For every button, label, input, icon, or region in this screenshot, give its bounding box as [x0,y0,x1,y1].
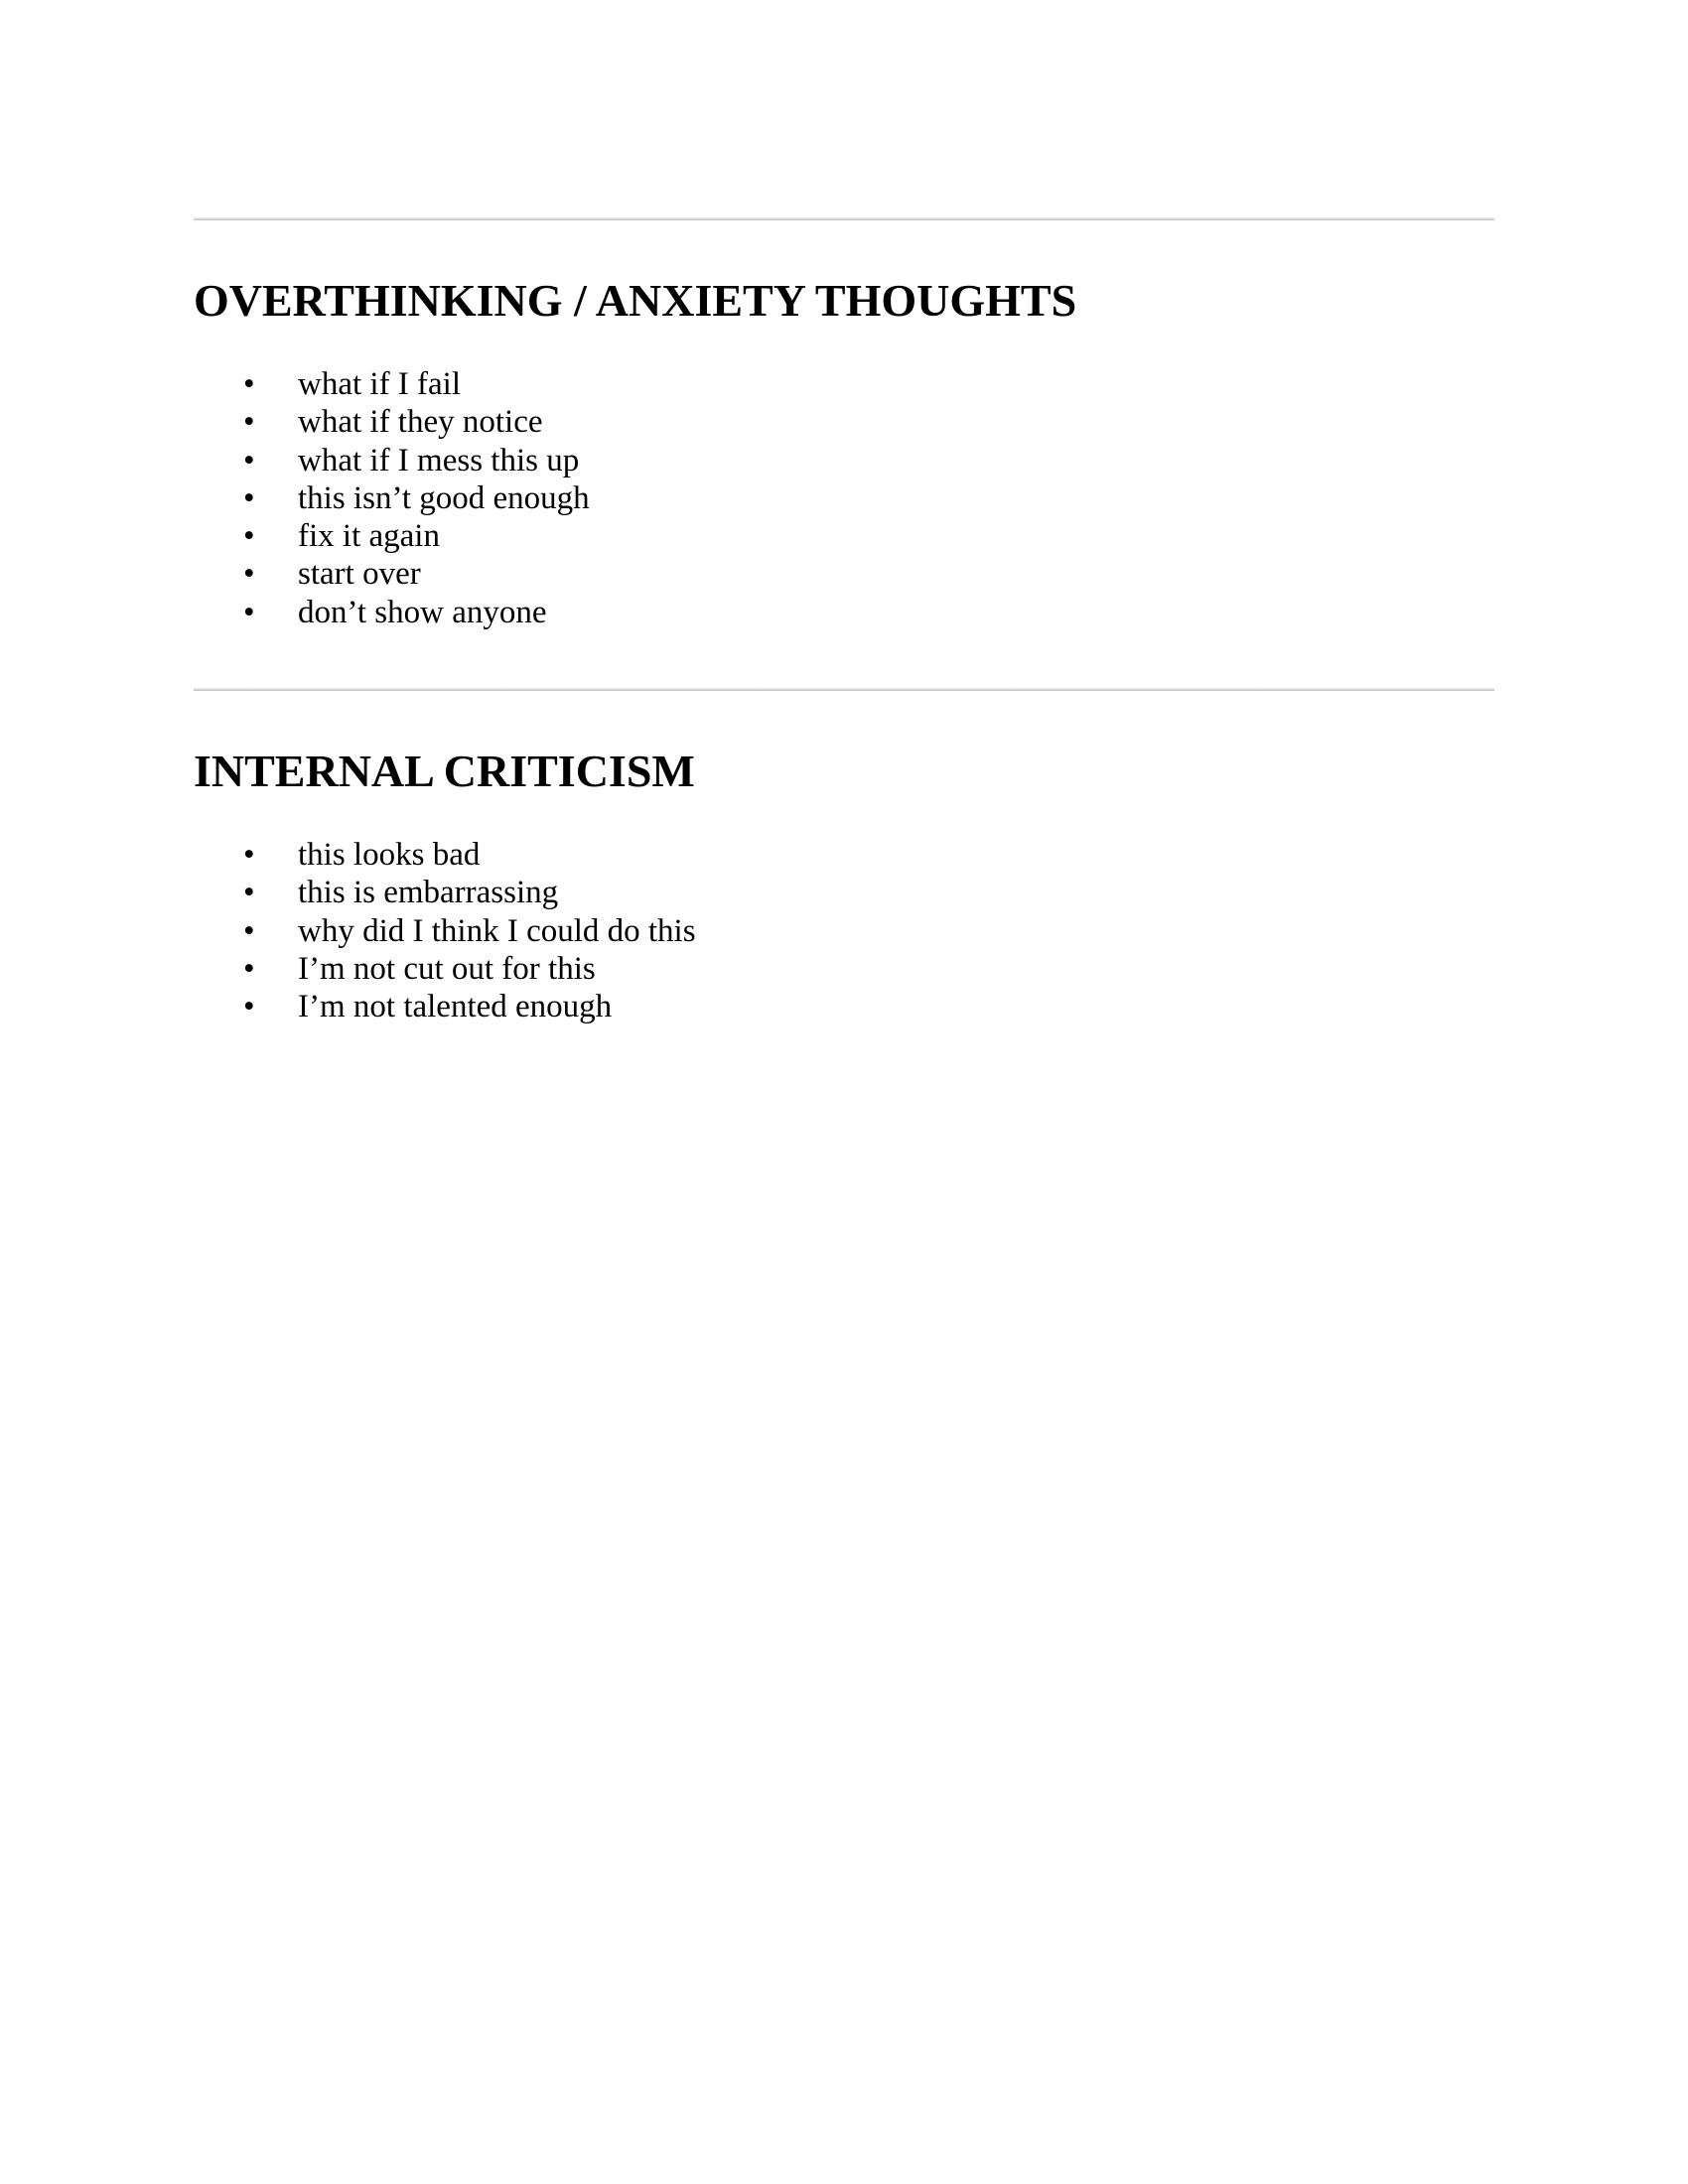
list-item-text: why did I think I could do this [298,912,696,949]
bullet-icon: • [243,594,255,630]
list-item [194,594,1494,631]
list-item-text: what if they notice [298,404,543,441]
list-item [194,365,1494,403]
bullet-icon: • [243,518,255,555]
list-item [194,555,1494,593]
list-item-text: this is embarrassing [298,875,559,911]
list-item [194,479,1494,517]
bullet-icon: • [243,366,255,402]
list-item-text: this looks bad [298,837,481,874]
list-item-text: this isn’t good enough [298,479,590,516]
list-item-text: start over [298,556,421,593]
list-item-text: I’m not talented enough [298,989,613,1025]
list-item [194,950,1494,988]
list-item-text: fix it again [298,518,440,555]
bullet-icon: • [243,404,255,441]
document-section [194,687,1494,1025]
list-item-text: what if I fail [298,366,462,402]
bullet-icon: • [243,837,255,874]
bullet-icon: • [243,442,255,478]
list-item-text: what if I mess this up [298,442,580,478]
bullet-icon: • [243,479,255,516]
section-list [194,836,1494,1025]
list-item [194,874,1494,911]
document-body [0,0,1688,1026]
list-item-text: I’m not cut out for this [298,950,596,987]
list-item [194,442,1494,479]
list-item [194,403,1494,441]
bullet-icon: • [243,556,255,593]
list-item [194,836,1494,874]
bullet-icon: • [243,875,255,911]
document-section [194,216,1494,631]
bullet-icon: • [243,950,255,987]
list-item [194,517,1494,555]
section-divider [194,687,1494,691]
list-item [194,912,1494,950]
section-heading: OVERTHINKING / ANXIETY THOUGHTS [194,275,1077,326]
section-list [194,365,1494,631]
list-item-text: don’t show anyone [298,594,547,630]
bullet-icon: • [243,989,255,1025]
section-heading: INTERNAL CRITICISM [194,746,695,797]
bullet-icon: • [243,912,255,949]
section-divider [194,216,1494,220]
list-item [194,988,1494,1025]
